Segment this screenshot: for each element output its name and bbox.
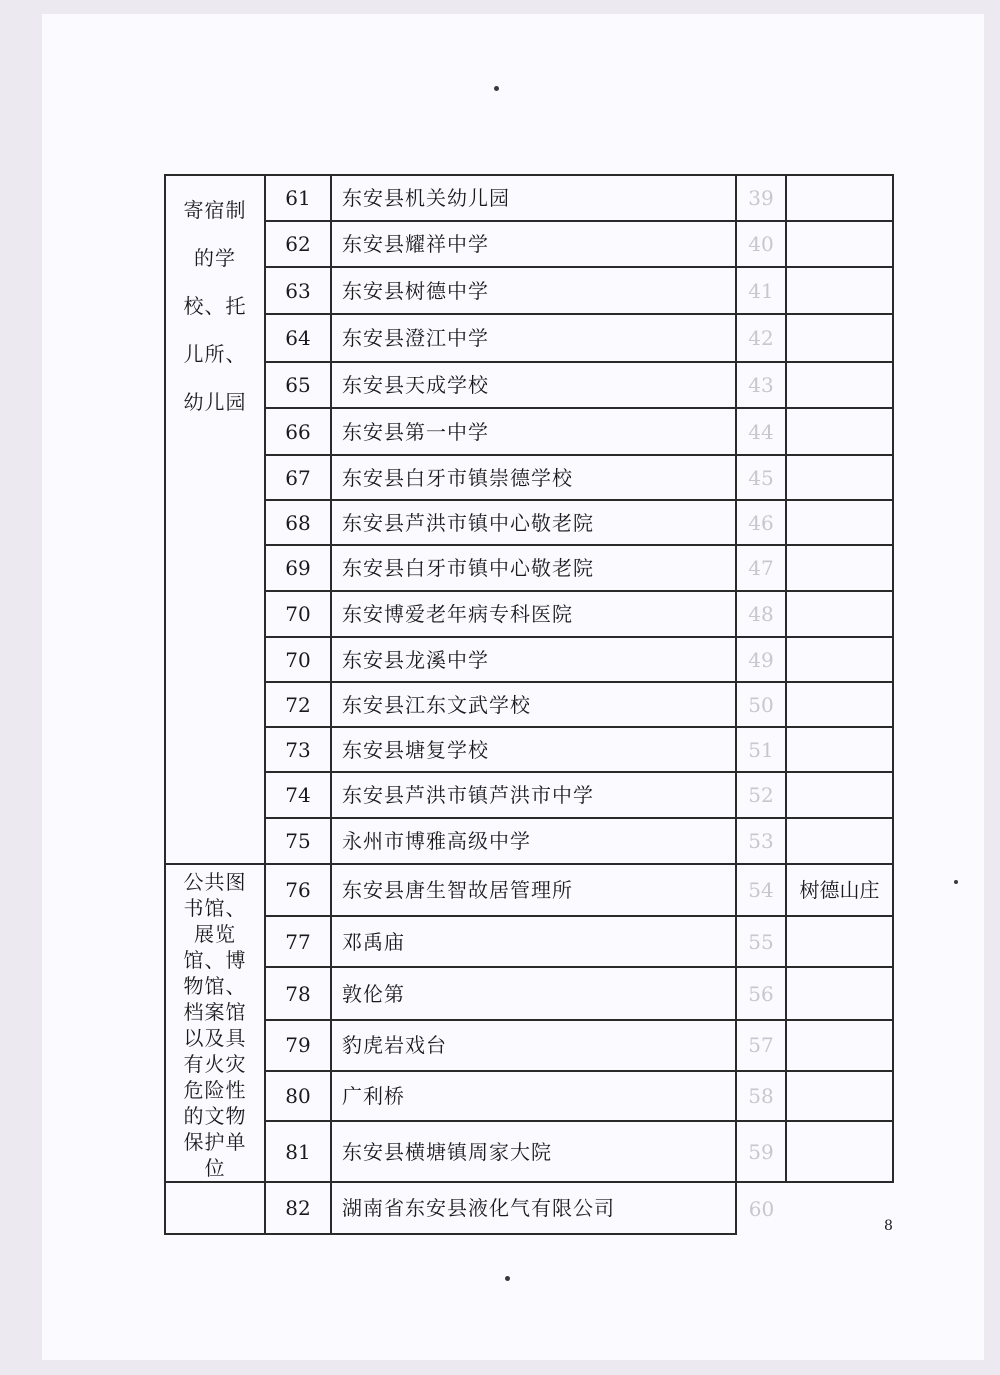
facility-name: 敦伦第 (331, 967, 736, 1020)
remark-cell: 树德山庄 (786, 864, 893, 916)
facility-name: 东安县第一中学 (331, 408, 736, 455)
scan-speck (505, 1276, 510, 1281)
table-row (165, 362, 893, 408)
remark-cell (786, 455, 893, 500)
facility-name: 东安县江东文武学校 (331, 682, 736, 727)
facility-name: 东安县白牙市镇中心敬老院 (331, 545, 736, 591)
facility-name: 东安县白牙市镇崇德学校 (331, 455, 736, 500)
table-row (165, 967, 893, 1020)
remark-cell (786, 916, 893, 968)
row-number: 79 (265, 1020, 331, 1071)
bleed-through-number: 57 (736, 1020, 786, 1071)
remark-cell (786, 818, 893, 864)
table-row (165, 864, 893, 916)
row-number: 66 (265, 408, 331, 455)
table-row (165, 1071, 893, 1122)
remark-cell (786, 682, 893, 727)
facility-name: 东安县天成学校 (331, 362, 736, 408)
facility-name: 湖南省东安县液化气有限公司 (331, 1182, 736, 1234)
category-label: 公共图书馆、展览馆、博物馆、档案馆以及具有火灾危险性的文物保护单位 (183, 870, 247, 1180)
category-cell (165, 864, 265, 1182)
remark-cell (786, 772, 893, 818)
table-row (165, 591, 893, 637)
bleed-through-number: 42 (736, 314, 786, 362)
table-row (165, 916, 893, 968)
row-number: 82 (265, 1182, 331, 1234)
table-row (165, 221, 893, 267)
row-number: 65 (265, 362, 331, 408)
scan-speck (494, 86, 499, 91)
facility-name: 东安县树德中学 (331, 267, 736, 314)
facility-name: 东安县芦洪市镇芦洪市中学 (331, 772, 736, 818)
category-label: 寄宿制的学校、托儿所、幼儿园 (183, 198, 247, 414)
remark-cell (786, 221, 893, 267)
table-row (165, 682, 893, 727)
bleed-through-number: 51 (736, 727, 786, 772)
facility-name: 东安县机关幼儿园 (331, 175, 736, 221)
facility-name: 东安县澄江中学 (331, 314, 736, 362)
bleed-through-number: 48 (736, 591, 786, 637)
category-cell-empty (165, 1182, 265, 1234)
row-number: 69 (265, 545, 331, 591)
bleed-through-number: 44 (736, 408, 786, 455)
bleed-through-number: 55 (736, 916, 786, 968)
remark-cell (786, 314, 893, 362)
row-number: 70 (265, 591, 331, 637)
remark-cell (786, 591, 893, 637)
row-number: 76 (265, 864, 331, 916)
bleed-through-number: 43 (736, 362, 786, 408)
facility-name: 永州市博雅高级中学 (331, 818, 736, 864)
facility-name: 东安县耀祥中学 (331, 221, 736, 267)
table-row (165, 818, 893, 864)
bleed-through-number: 58 (736, 1071, 786, 1122)
row-number: 74 (265, 772, 331, 818)
table-row (165, 408, 893, 455)
row-number: 62 (265, 221, 331, 267)
row-number: 63 (265, 267, 331, 314)
facility-name: 东安县塘复学校 (331, 727, 736, 772)
row-number: 67 (265, 455, 331, 500)
remark-cell (786, 967, 893, 1020)
remark-cell (786, 545, 893, 591)
facility-name: 邓禹庙 (331, 916, 736, 968)
bleed-through-number: 52 (736, 772, 786, 818)
row-number: 61 (265, 175, 331, 221)
bleed-through-number: 54 (736, 864, 786, 916)
scan-speck (954, 880, 958, 884)
row-number: 73 (265, 727, 331, 772)
row-number: 81 (265, 1121, 331, 1182)
bleed-through-number: 56 (736, 967, 786, 1020)
bleed-through-number: 46 (736, 500, 786, 545)
table-row (165, 175, 893, 221)
facility-name: 东安县唐生智故居管理所 (331, 864, 736, 916)
category-cell (165, 175, 265, 864)
bleed-through-number: 45 (736, 455, 786, 500)
table-row (165, 772, 893, 818)
remark-cell (786, 267, 893, 314)
row-number: 72 (265, 682, 331, 727)
facility-name: 东安博爱老年病专科医院 (331, 591, 736, 637)
remark-cell-empty (786, 1182, 893, 1234)
row-number: 68 (265, 500, 331, 545)
bleed-through-number: 39 (736, 175, 786, 221)
facility-table (164, 174, 894, 1235)
row-number: 64 (265, 314, 331, 362)
remark-cell (786, 500, 893, 545)
remark-cell (786, 408, 893, 455)
table-row (165, 727, 893, 772)
remark-cell (786, 1071, 893, 1122)
remark-cell (786, 362, 893, 408)
table-row (165, 314, 893, 362)
table-row (165, 637, 893, 682)
row-number: 80 (265, 1071, 331, 1122)
bleed-through-number: 47 (736, 545, 786, 591)
bleed-through-number: 60 (736, 1182, 786, 1234)
remark-cell (786, 1121, 893, 1182)
remark-cell (786, 637, 893, 682)
facility-name: 东安县芦洪市镇中心敬老院 (331, 500, 736, 545)
bleed-through-number: 40 (736, 221, 786, 267)
bleed-through-number: 49 (736, 637, 786, 682)
table-row (165, 545, 893, 591)
row-number: 78 (265, 967, 331, 1020)
table-row (165, 1121, 893, 1182)
bleed-through-number: 59 (736, 1121, 786, 1182)
table-row (165, 1020, 893, 1071)
bleed-through-number: 50 (736, 682, 786, 727)
facility-name: 广利桥 (331, 1071, 736, 1122)
table-row (165, 1182, 893, 1234)
table-row (165, 500, 893, 545)
row-number: 75 (265, 818, 331, 864)
facility-name: 东安县龙溪中学 (331, 637, 736, 682)
remark-cell (786, 175, 893, 221)
row-number: 77 (265, 916, 331, 968)
remark-cell (786, 1020, 893, 1071)
facility-name: 东安县横塘镇周家大院 (331, 1121, 736, 1182)
remark-cell (786, 727, 893, 772)
page-number: 8 (884, 1218, 893, 1234)
table-row (165, 455, 893, 500)
bleed-through-number: 53 (736, 818, 786, 864)
table-row (165, 267, 893, 314)
bleed-through-number: 41 (736, 267, 786, 314)
row-number: 70 (265, 637, 331, 682)
facility-name: 豹虎岩戏台 (331, 1020, 736, 1071)
